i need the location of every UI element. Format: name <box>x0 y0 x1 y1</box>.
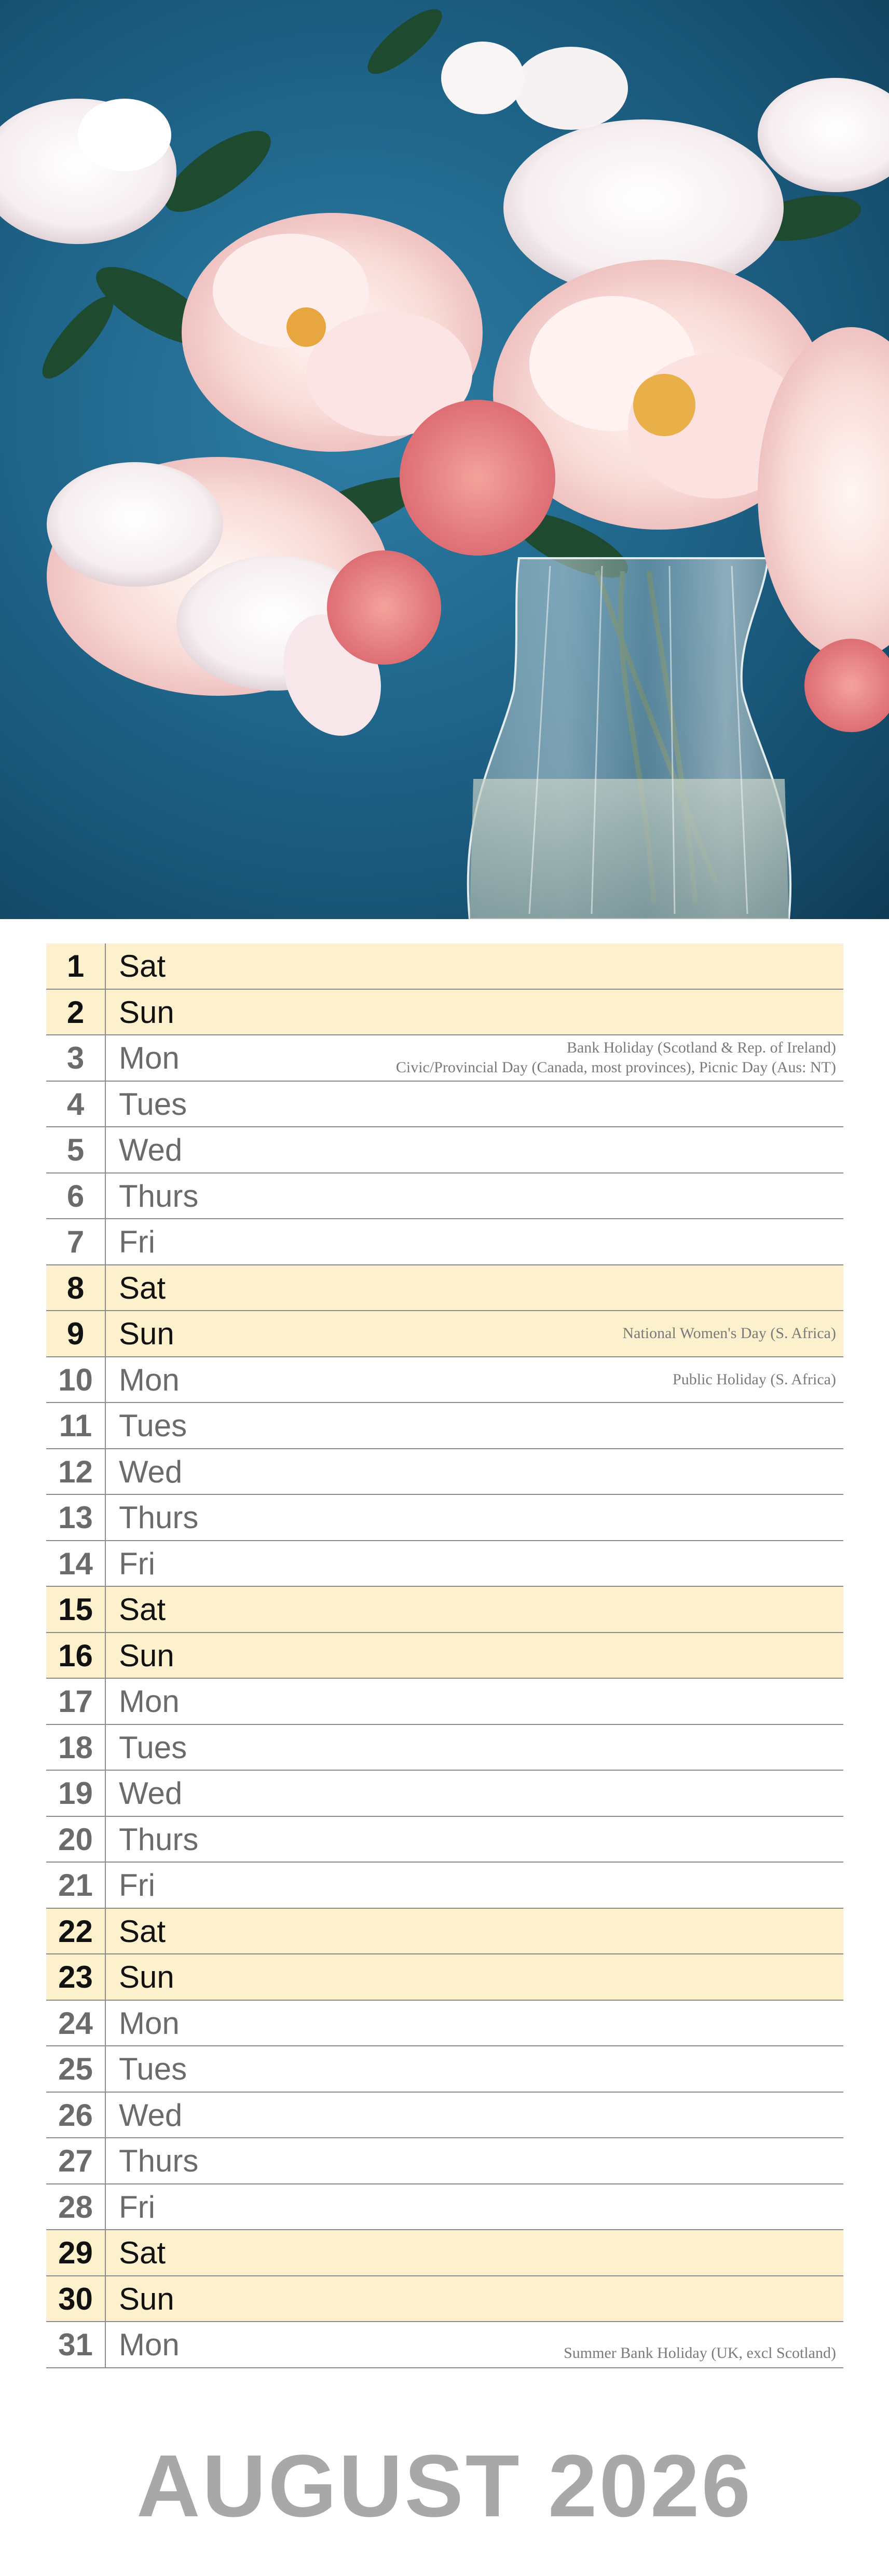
weekday-name: Fri <box>119 1546 155 1581</box>
month-title: AUGUST 2026 <box>136 2437 753 2535</box>
day-number: 31 <box>46 2322 106 2367</box>
calendar-day-row <box>46 1679 843 1725</box>
day-number: 27 <box>46 2138 106 2183</box>
day-number: 23 <box>46 1954 106 2000</box>
day-number: 8 <box>46 1265 106 1311</box>
day-number: 26 <box>46 2093 106 2138</box>
calendar-day-row <box>46 1449 843 1495</box>
calendar-day-row <box>46 1541 843 1587</box>
calendar-day-row <box>46 2001 843 2047</box>
calendar-day-row <box>46 1127 843 1174</box>
calendar-day-row <box>46 943 843 990</box>
day-number: 15 <box>46 1587 106 1632</box>
weekday-name: Mon <box>119 1362 180 1397</box>
weekday-name: Mon <box>119 1041 180 1075</box>
calendar-day-row <box>46 1587 843 1633</box>
calendar-day-row <box>46 1403 843 1449</box>
calendar-day-row <box>46 2184 843 2231</box>
calendar-day-row <box>46 2046 843 2093</box>
weekday-name: Thurs <box>119 1500 199 1535</box>
holiday-note: National Women's Day (S. Africa) <box>622 1325 836 1342</box>
weekday-name: Fri <box>119 1868 155 1903</box>
weekday-name: Sat <box>119 949 166 983</box>
calendar-day-row <box>46 1954 843 2001</box>
calendar-day-row <box>46 1219 843 1265</box>
weekday-name: Thurs <box>119 2143 199 2178</box>
calendar-day-row <box>46 1357 843 1404</box>
day-number: 14 <box>46 1541 106 1586</box>
calendar-day-row <box>46 1909 843 1955</box>
calendar-day-row <box>46 1771 843 1817</box>
day-number: 24 <box>46 2001 106 2046</box>
calendar-day-row <box>46 1174 843 1220</box>
calendar-day-row <box>46 2093 843 2139</box>
weekday-name: Thurs <box>119 1178 199 1213</box>
day-number: 16 <box>46 1633 106 1678</box>
weekday-name: Mon <box>119 2005 180 2041</box>
day-number: 25 <box>46 2046 106 2092</box>
day-number: 20 <box>46 1817 106 1862</box>
weekday-name: Wed <box>119 1454 183 1489</box>
day-number: 4 <box>46 1082 106 1127</box>
calendar-grid <box>46 943 843 2368</box>
holiday-note: Bank Holiday (Scotland & Rep. of Ireland) <box>566 1039 836 1057</box>
weekday-name: Sat <box>119 2235 166 2270</box>
calendar-day-row <box>46 1495 843 1541</box>
day-number: 11 <box>46 1403 106 1448</box>
calendar-photo <box>0 0 889 919</box>
weekday-name: Mon <box>119 1684 180 1719</box>
calendar-day-row <box>46 1082 843 1128</box>
day-number: 6 <box>46 1174 106 1219</box>
calendar-day-row <box>46 1633 843 1679</box>
weekday-name: Wed <box>119 1776 183 1811</box>
calendar-day-row <box>46 990 843 1036</box>
weekday-name: Thurs <box>119 1822 199 1857</box>
day-number: 21 <box>46 1863 106 1908</box>
weekday-name: Wed <box>119 2097 183 2133</box>
weekday-name: Sun <box>119 2281 174 2316</box>
holiday-note: Summer Bank Holiday (UK, excl Scotland) <box>564 2344 836 2362</box>
weekday-name: Sat <box>119 1270 166 1305</box>
holiday-notes <box>673 1357 836 1402</box>
weekday-name: Wed <box>119 1132 183 1167</box>
day-number: 18 <box>46 1725 106 1770</box>
weekday-name: Tues <box>119 1408 187 1443</box>
weekday-name: Sat <box>119 1913 166 1949</box>
day-number: 30 <box>46 2276 106 2322</box>
weekday-name: Sat <box>119 1592 166 1627</box>
peony-flower-top <box>441 42 784 296</box>
day-number: 10 <box>46 1357 106 1402</box>
day-number: 12 <box>46 1449 106 1494</box>
calendar-day-row <box>46 1265 843 1312</box>
weekday-name: Sun <box>119 1638 174 1673</box>
calendar-day-row <box>46 1035 843 1082</box>
day-number: 9 <box>46 1311 106 1356</box>
weekday-name: Tues <box>119 1086 187 1122</box>
calendar-day-row <box>46 1311 843 1357</box>
calendar-day-row <box>46 1725 843 1771</box>
weekday-name: Tues <box>119 2052 187 2086</box>
calendar-day-row <box>46 1817 843 1863</box>
calendar-day-row <box>46 1863 843 1909</box>
calendar-day-row <box>46 2138 843 2184</box>
calendar-day-row <box>46 2230 843 2276</box>
holiday-notes <box>564 2322 836 2367</box>
holiday-notes <box>622 1311 836 1356</box>
weekday-name: Sun <box>119 1316 174 1351</box>
day-number: 3 <box>46 1035 106 1081</box>
weekday-name: Sun <box>119 1960 174 1994</box>
day-number: 29 <box>46 2230 106 2275</box>
holiday-note: Civic/Provincial Day (Canada, most provinces), Picnic Day (Aus: NT) <box>395 1059 836 1076</box>
peony-bouquet-illustration <box>0 0 889 919</box>
weekday-name: Mon <box>119 2327 180 2362</box>
weekday-name: Tues <box>119 1730 187 1765</box>
weekday-name: Fri <box>119 2189 155 2224</box>
day-number: 19 <box>46 1771 106 1816</box>
day-number: 28 <box>46 2184 106 2230</box>
calendar-day-row <box>46 2322 843 2368</box>
peony-flower-top-left <box>0 99 176 244</box>
day-number: 5 <box>46 1127 106 1172</box>
holiday-note: Public Holiday (S. Africa) <box>673 1370 836 1388</box>
day-number: 17 <box>46 1679 106 1724</box>
day-number: 13 <box>46 1495 106 1540</box>
weekday-name: Sun <box>119 994 174 1030</box>
day-number: 22 <box>46 1909 106 1954</box>
day-number: 7 <box>46 1219 106 1264</box>
holiday-notes <box>396 1035 836 1081</box>
day-number: 1 <box>46 943 106 989</box>
weekday-name: Fri <box>119 1224 155 1259</box>
day-number: 2 <box>46 990 106 1035</box>
calendar-day-row <box>46 2276 843 2323</box>
